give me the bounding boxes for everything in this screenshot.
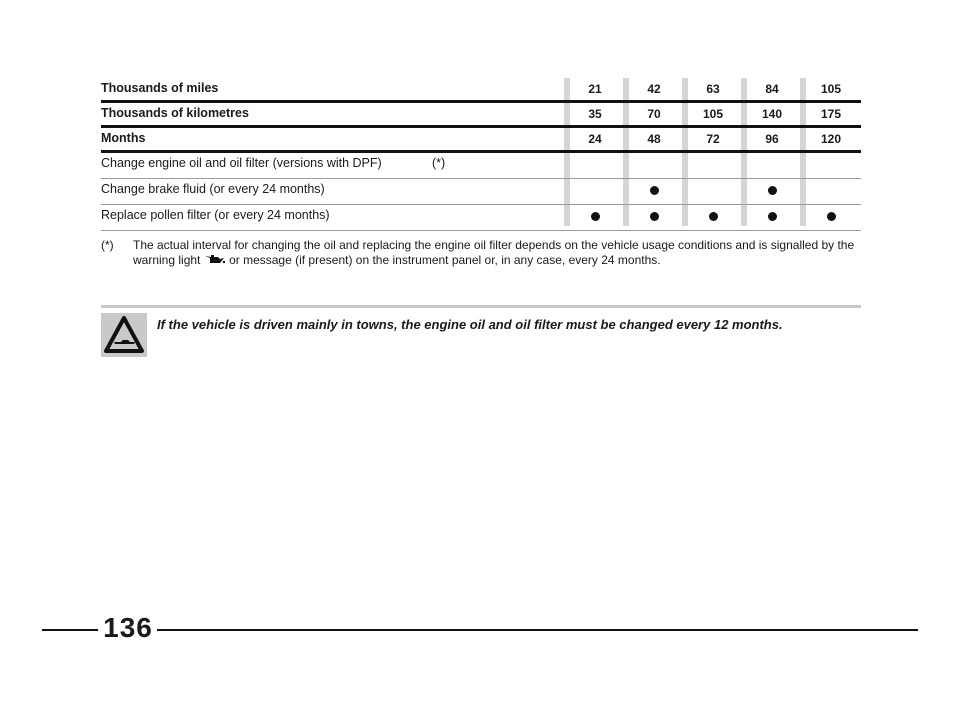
miles-label: Thousands of miles bbox=[101, 81, 219, 95]
months-value: 72 bbox=[706, 132, 720, 146]
service-mark bbox=[577, 153, 613, 177]
maintenance-schedule-table bbox=[101, 78, 861, 231]
kilometres-value: 140 bbox=[761, 107, 783, 121]
footnote-text-before: The actual interval for changing the oil and replacing the engine oil filter depends on the vehicle usage conditions and is signalled by the warning light bbox=[133, 238, 855, 267]
service-mark bbox=[577, 205, 613, 229]
kilometres-row bbox=[101, 103, 861, 125]
service-mark bbox=[577, 179, 613, 203]
months-value: 48 bbox=[647, 132, 661, 146]
footnote-text-after: or message (if present) on the instrument panel or, in any case, every 24 months. bbox=[229, 253, 661, 267]
months-label: Months bbox=[101, 131, 146, 145]
service-mark bbox=[695, 205, 731, 229]
page-rule-left bbox=[42, 629, 98, 631]
service-mark bbox=[754, 153, 790, 177]
warning-box bbox=[101, 313, 147, 357]
kilometres-value: 70 bbox=[647, 107, 661, 121]
service-row-brake bbox=[101, 179, 861, 203]
service-mark bbox=[636, 179, 672, 203]
months-row bbox=[101, 128, 861, 150]
service-mark bbox=[636, 153, 672, 177]
miles-value: 42 bbox=[647, 82, 661, 96]
warning-triangle-icon bbox=[101, 313, 147, 357]
months-value: 120 bbox=[820, 132, 842, 146]
page-number: 136 bbox=[103, 612, 153, 643]
service-dot-icon bbox=[709, 212, 718, 221]
oil-can-icon bbox=[204, 253, 226, 265]
service-mark bbox=[813, 205, 849, 229]
footnote-text bbox=[133, 238, 861, 268]
footnote bbox=[101, 238, 861, 268]
service-mark bbox=[754, 179, 790, 203]
miles-value: 84 bbox=[765, 82, 779, 96]
service-dot-icon bbox=[768, 186, 777, 195]
miles-value: 21 bbox=[588, 82, 602, 96]
miles-value: 105 bbox=[820, 82, 842, 96]
kilometres-value: 35 bbox=[588, 107, 602, 121]
miles-value: 63 bbox=[706, 82, 720, 96]
warning-text: If the vehicle is driven mainly in towns, the engine oil and oil filter must be changed every 12 months. bbox=[157, 317, 783, 332]
kilometres-value: 175 bbox=[820, 107, 842, 121]
service-mark bbox=[695, 153, 731, 177]
service-dot-icon bbox=[591, 212, 600, 221]
service-mark bbox=[695, 179, 731, 203]
warning-rule bbox=[101, 305, 861, 308]
service-dot-icon bbox=[650, 186, 659, 195]
service-mark bbox=[813, 153, 849, 177]
months-value: 96 bbox=[765, 132, 779, 146]
service-dot-icon bbox=[827, 212, 836, 221]
service-mark bbox=[813, 179, 849, 203]
divider bbox=[101, 230, 861, 231]
service-dot-icon bbox=[768, 212, 777, 221]
service-row-oil bbox=[101, 153, 861, 177]
page-rule-right bbox=[157, 629, 918, 631]
service-row-pollen bbox=[101, 205, 861, 229]
kilometres-value: 105 bbox=[702, 107, 724, 121]
service-mark bbox=[754, 205, 790, 229]
months-value: 24 bbox=[588, 132, 602, 146]
service-label: Change brake fluid (or every 24 months) bbox=[101, 182, 325, 196]
footnote-ref: (*) bbox=[432, 156, 446, 170]
miles-row bbox=[101, 78, 861, 100]
service-dot-icon bbox=[650, 212, 659, 221]
kilometres-label: Thousands of kilometres bbox=[101, 106, 249, 120]
service-mark bbox=[636, 205, 672, 229]
service-label: Replace pollen filter (or every 24 months) bbox=[101, 208, 330, 222]
service-label: Change engine oil and oil filter (versions with DPF) bbox=[101, 156, 382, 170]
footnote-mark: (*) bbox=[101, 238, 114, 252]
